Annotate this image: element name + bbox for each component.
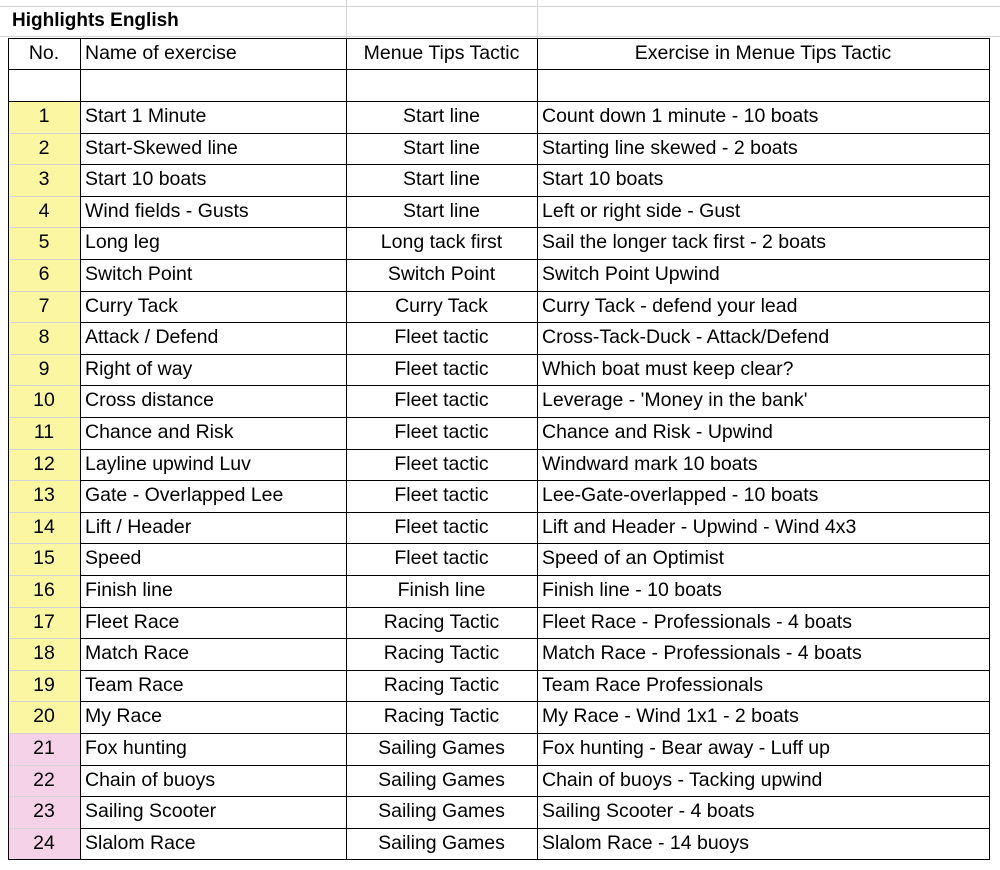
header-name[interactable]: Name of exercise — [85, 42, 237, 64]
exercise-name[interactable]: Right of way — [85, 357, 193, 380]
row-number[interactable]: 7 — [38, 294, 50, 317]
exercise-name[interactable]: Speed — [85, 547, 142, 570]
header-no[interactable]: No. — [28, 42, 60, 64]
menue-tips-tactic[interactable]: Fleet tactic — [394, 452, 489, 475]
exercise-in-menue[interactable]: Finish line - 10 boats — [542, 579, 722, 601]
exercise-in-menue[interactable]: Chance and Risk - Upwind — [542, 421, 773, 443]
menue-tips-tactic[interactable]: Sailing Games — [378, 831, 505, 854]
row-number[interactable]: 10 — [33, 389, 55, 412]
row-number[interactable]: 9 — [38, 357, 50, 380]
exercise-name[interactable]: Sailing Scooter — [85, 800, 217, 823]
menue-tips-tactic[interactable]: Racing Tactic — [383, 642, 500, 665]
exercise-name[interactable]: Start 1 Minute — [85, 105, 207, 127]
row-number[interactable]: 23 — [33, 800, 55, 823]
exercise-in-menue[interactable]: Fox hunting - Bear away - Luff up — [542, 737, 830, 759]
exercise-in-menue[interactable]: Curry Tack - defend your lead — [542, 294, 798, 317]
exercise-name[interactable]: Chance and Risk — [85, 421, 234, 443]
exercise-name[interactable]: Lift / Header — [85, 515, 192, 538]
exercise-in-menue[interactable]: Starting line skewed - 2 boats — [542, 136, 798, 159]
header-exercise[interactable]: Exercise in Menue Tips Tactic — [634, 42, 892, 64]
menue-tips-tactic[interactable]: Racing Tactic — [383, 610, 500, 633]
exercise-name[interactable]: Attack / Defend — [85, 326, 219, 349]
row-number[interactable]: 4 — [38, 199, 50, 222]
exercise-in-menue[interactable]: Leverage - 'Money in the bank' — [542, 389, 808, 412]
exercise-in-menue[interactable]: Which boat must keep clear? — [542, 357, 794, 380]
exercise-name[interactable]: Start 10 boats — [85, 168, 207, 191]
row-number[interactable]: 15 — [33, 547, 55, 570]
exercise-in-menue[interactable]: Count down 1 minute - 10 boats — [542, 105, 819, 127]
menue-tips-tactic[interactable]: Curry Tack — [395, 294, 488, 317]
exercise-in-menue[interactable]: Fleet Race - Professionals - 4 boats — [542, 610, 852, 633]
menue-tips-tactic[interactable]: Finish line — [397, 579, 486, 601]
row-number[interactable]: 19 — [33, 673, 55, 696]
exercise-name[interactable]: Switch Point — [85, 263, 193, 285]
row-number[interactable]: 16 — [33, 579, 55, 601]
exercise-in-menue[interactable]: Slalom Race - 14 buoys — [542, 831, 750, 854]
border-header — [8, 69, 990, 70]
exercise-name[interactable]: My Race — [85, 705, 162, 728]
exercise-in-menue[interactable]: Lift and Header - Upwind - Wind 4x3 — [542, 515, 857, 538]
gridline — [0, 36, 1000, 37]
exercise-in-menue[interactable]: Lee-Gate-overlapped - 10 boats — [542, 484, 819, 507]
gridline — [346, 0, 347, 38]
exercise-in-menue[interactable]: Sail the longer tack first - 2 boats — [542, 231, 826, 254]
exercise-name[interactable]: Wind fields - Gusts — [85, 199, 249, 222]
row-number[interactable]: 6 — [38, 263, 50, 285]
row-number[interactable]: 21 — [33, 737, 55, 759]
menue-tips-tactic[interactable]: Sailing Games — [378, 800, 505, 823]
exercise-name[interactable]: Team Race — [85, 673, 184, 696]
exercise-name[interactable]: Start-Skewed line — [85, 136, 238, 159]
row-number[interactable]: 11 — [33, 421, 55, 443]
menue-tips-tactic[interactable]: Start line — [403, 199, 480, 222]
exercise-in-menue[interactable]: Team Race Professionals — [542, 673, 764, 696]
exercise-in-menue[interactable]: Speed of an Optimist — [542, 547, 725, 570]
row-number[interactable]: 2 — [38, 136, 50, 159]
row-number[interactable]: 22 — [33, 768, 55, 791]
exercise-name[interactable]: Chain of buoys — [85, 768, 216, 791]
row-number[interactable]: 8 — [38, 326, 50, 349]
exercise-in-menue[interactable]: Start 10 boats — [542, 168, 664, 191]
exercise-in-menue[interactable]: Match Race - Professionals - 4 boats — [542, 642, 862, 665]
menue-tips-tactic[interactable]: Start line — [403, 105, 480, 127]
menue-tips-tactic[interactable]: Racing Tactic — [383, 705, 500, 728]
row-number[interactable]: 24 — [33, 831, 55, 854]
row-number[interactable]: 20 — [33, 705, 55, 728]
exercise-name[interactable]: Fleet Race — [85, 610, 180, 633]
menue-tips-tactic[interactable]: Racing Tactic — [383, 673, 500, 696]
exercise-in-menue[interactable]: Cross-Tack-Duck - Attack/Defend — [542, 326, 830, 349]
exercise-name[interactable]: Curry Tack — [85, 294, 178, 317]
menue-tips-tactic[interactable]: Fleet tactic — [394, 547, 489, 570]
row-number[interactable]: 18 — [33, 642, 55, 665]
exercise-name[interactable]: Long leg — [85, 231, 160, 254]
row-number[interactable]: 1 — [38, 105, 50, 127]
menue-tips-tactic[interactable]: Fleet tactic — [394, 326, 489, 349]
exercise-in-menue[interactable]: Switch Point Upwind — [542, 263, 720, 285]
menue-tips-tactic[interactable]: Fleet tactic — [394, 421, 489, 443]
row-number[interactable]: 17 — [33, 610, 55, 633]
menue-tips-tactic[interactable]: Long tack first — [380, 231, 503, 254]
header-menue[interactable]: Menue Tips Tactic — [363, 42, 520, 64]
border-bottom — [8, 859, 990, 860]
menue-tips-tactic[interactable]: Start line — [403, 168, 480, 191]
menue-tips-tactic[interactable]: Fleet tactic — [394, 484, 489, 507]
exercise-name[interactable]: Cross distance — [85, 389, 214, 412]
exercise-in-menue[interactable]: Sailing Scooter - 4 boats — [542, 800, 755, 823]
exercise-name[interactable]: Finish line — [85, 579, 173, 601]
row-number[interactable]: 5 — [38, 231, 50, 254]
exercise-name[interactable]: Layline upwind Luv — [85, 452, 251, 475]
exercise-name[interactable]: Fox hunting — [85, 737, 187, 759]
menue-tips-tactic[interactable]: Start line — [403, 136, 480, 159]
exercise-in-menue[interactable]: Left or right side - Gust — [542, 199, 741, 222]
sheet-title[interactable]: Highlights English — [12, 10, 179, 31]
row-number[interactable]: 12 — [33, 452, 55, 475]
menue-tips-tactic[interactable]: Sailing Games — [378, 737, 505, 759]
menue-tips-tactic[interactable]: Switch Point — [387, 263, 496, 285]
exercise-in-menue[interactable]: Windward mark 10 boats — [542, 452, 758, 475]
exercise-in-menue[interactable]: My Race - Wind 1x1 - 2 boats — [542, 705, 799, 728]
menue-tips-tactic[interactable]: Fleet tactic — [394, 357, 489, 380]
row-number[interactable]: 14 — [33, 515, 55, 538]
border-column — [989, 38, 990, 860]
exercise-in-menue[interactable]: Chain of buoys - Tacking upwind — [542, 768, 823, 791]
row-number[interactable]: 3 — [38, 168, 50, 191]
menue-tips-tactic[interactable]: Sailing Games — [378, 768, 505, 791]
exercise-name[interactable]: Match Race — [85, 642, 190, 665]
menue-tips-tactic[interactable]: Fleet tactic — [394, 389, 489, 412]
exercise-name[interactable]: Slalom Race — [85, 831, 196, 854]
exercise-name[interactable]: Gate - Overlapped Lee — [85, 484, 284, 507]
gridline — [537, 0, 538, 38]
menue-tips-tactic[interactable]: Fleet tactic — [394, 515, 489, 538]
row-number[interactable]: 13 — [33, 484, 55, 507]
